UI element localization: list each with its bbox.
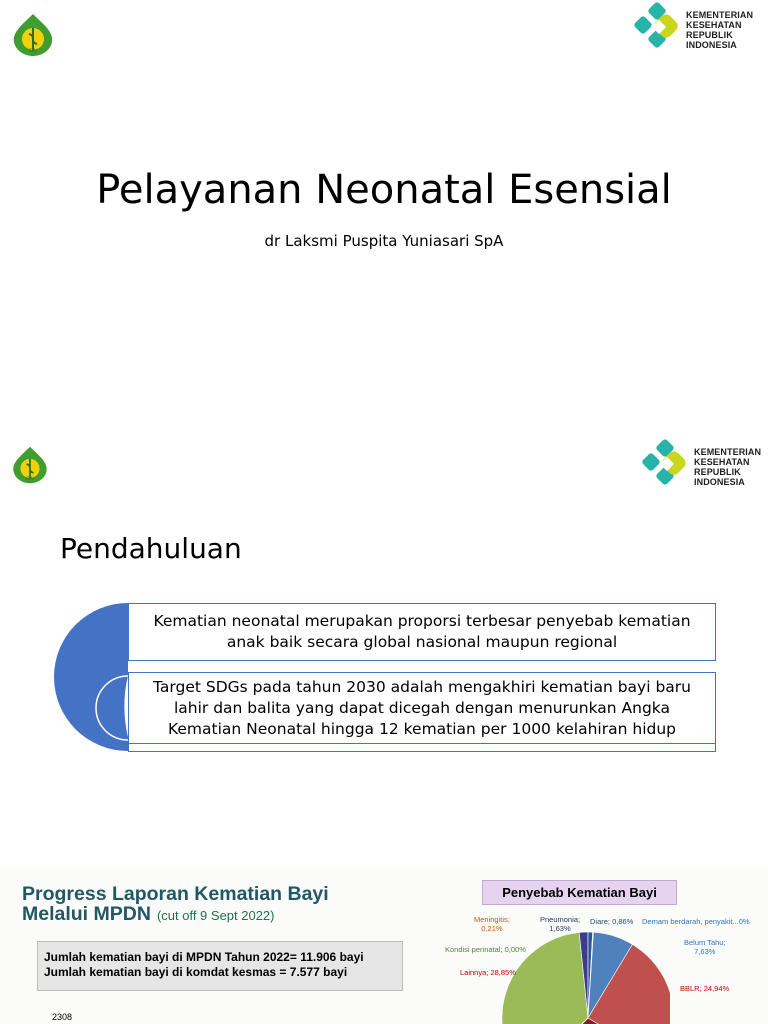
kemenkes-line: REPUBLIK	[694, 467, 741, 477]
kemenkes-logo	[636, 439, 761, 495]
pie-label-pneumonia	[540, 915, 580, 933]
point-box-2	[128, 672, 716, 744]
kemenkes-line: KEMENTERIAN	[694, 447, 762, 457]
pie-label-line: Pneumonia;	[540, 915, 581, 924]
kemenkes-line: INDONESIA	[694, 477, 745, 487]
pie-label-lainnya: Lainnya; 28,85%	[460, 968, 516, 977]
kemenkes-wordmark	[686, 10, 753, 50]
pie-label-demam: Demam berdarah, penyakit...0%	[642, 917, 750, 926]
point-text-2: Target SDGs pada tahun 2030 adalah mengakhiri kematian bayi baru lahir dan balita yang dapat dicegah dengan menurunkan Angka Kematian Neonatal hingga 12 kematian per 1000 kelahiran hidup	[153, 677, 691, 738]
kemenkes-emblem-icon	[636, 439, 688, 495]
axis-number: 2308	[52, 1012, 73, 1022]
idai-logo	[10, 445, 50, 489]
progress-title-line2: Melalui MPDN	[22, 903, 151, 925]
pie-label-bblr: BBLR; 24,94%	[680, 984, 730, 993]
pie-label-line: Belum Tahu;	[684, 938, 726, 947]
pie-label-line: 0,21%	[481, 924, 503, 933]
idai-logo	[10, 12, 56, 62]
kemenkes-wordmark	[694, 447, 761, 487]
decorative-arc-shape	[50, 601, 132, 753]
pie-label-line: Meningitis;	[474, 915, 510, 924]
kemenkes-line: KESEHATAN	[686, 20, 742, 30]
kemenkes-line: INDONESIA	[686, 40, 737, 50]
pie-label-line: 1,63%	[549, 924, 571, 933]
title-slide	[0, 0, 768, 415]
kemenkes-line: KEMENTERIAN	[686, 10, 754, 20]
intro-slide	[0, 415, 768, 865]
pie-label-line: 7,63%	[694, 947, 716, 956]
mpdn-progress-slide	[0, 866, 768, 1024]
stat-line: Jumlah kematian bayi di MPDN Tahun 2022= 11.906 bayi	[44, 950, 364, 964]
progress-title-line1: Progress Laporan Kematian Bayi	[22, 883, 329, 905]
progress-title	[22, 884, 329, 926]
cutoff-note: (cut off 9 Sept 2022)	[156, 908, 275, 923]
kemenkes-line: KESEHATAN	[694, 457, 750, 467]
idai-emblem-icon	[10, 12, 56, 58]
pie-label-meningitis	[474, 915, 510, 933]
idai-emblem-icon	[10, 445, 50, 485]
slide-author: dr Laksmi Puspita Yuniasari SpA	[264, 232, 504, 250]
point-box-1	[128, 603, 716, 661]
kemenkes-emblem-icon	[628, 2, 680, 58]
kemenkes-logo	[628, 2, 753, 58]
box-bottom-strip	[128, 744, 716, 752]
death-stats-box	[37, 941, 403, 991]
pie-label-diare: Diare; 0,86%	[590, 917, 634, 926]
idai-logo-text: IDAI	[28, 49, 38, 54]
kemenkes-line: REPUBLIK	[686, 30, 733, 40]
pie-title: Penyebab Kematian Bayi	[482, 880, 677, 905]
stat-line: Jumlah kematian bayi di komdat kesmas = 7.577 bayi	[44, 965, 348, 979]
slide-heading: Pendahuluan	[60, 532, 242, 565]
point-text-1: Kematian neonatal merupakan proporsi terbesar penyebab kematian anak baik secara global nasional maupun regional	[153, 612, 691, 651]
slide-title: Pelayanan Neonatal Esensial	[96, 167, 672, 213]
pie-label-kondisi-perinatal: Kondisi perinatal; 0,00%	[445, 945, 526, 954]
idai-logo-text: IDAI	[26, 475, 34, 481]
pie-label-belum-tahu	[684, 938, 726, 956]
